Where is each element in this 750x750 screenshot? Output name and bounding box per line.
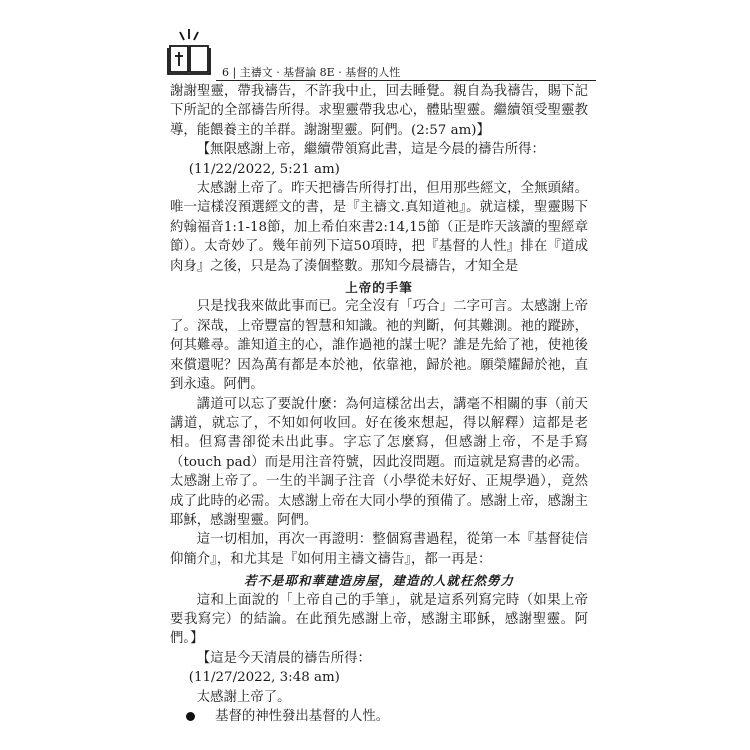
paragraph-7: 這和上面說的「上帝自己的手筆」，就是這系列寫完時（如果上帝要我寫完）的結論。在此預先感謝上帝，感謝主耶穌，感謝聖靈。阿們。】 [170, 592, 588, 647]
prayer-date-1: (11/22/2022, 5:21 am) [188, 161, 340, 177]
section-heading-2: 若不是耶和華建造房屋，建造的人就枉然勞力 [243, 573, 514, 589]
paragraph-5: 講道可以忘了要說什麼：為何這樣岔出去，講毫不相關的事（前天講道，就忘了，不知如何收回。好在後來想起，得以解釋）這都是老相。但寫書卻從未出此事。字忘了怎麼寫，但感謝上帝，不是手寫（touch pad）而是用注音符號，因此沒問題。而這就是寫書的必需。太感謝上帝了。一生的半調子注音（小學從未好好、正規學過），竟然成了此時的必需。太感謝上帝在大同小學的預備了。感謝上帝，感謝主耶穌，感謝聖靈。阿們。 [170, 396, 588, 528]
prayer-date-2: (11/27/2022, 3:48 am) [188, 670, 340, 686]
bullet-dot-icon [186, 712, 195, 721]
bullet-item [170, 707, 588, 726]
paragraph-6: 這一切相加，再次一再證明：整個寫書過程，從第一本『基督徒信仰簡介』，和尤其是『如何用主禱文禱告』，都一再是： [170, 532, 588, 567]
header-divider [216, 80, 596, 81]
paragraph-1: 謝謝聖靈，帶我禱告，不許我中止，回去睡覺。親自為我禱告，賜下記下所記的全部禱告所得。求聖靈帶我忠心，體貼聖靈。繼續領受聖靈教導，能餵養主的羊群。謝謝聖靈。阿們。(2:57 am)】 [170, 84, 588, 138]
page-header [160, 22, 590, 78]
paragraph-2: 【無限感謝上帝，繼續帶領寫此書，這是今晨的禱告所得： [196, 142, 545, 158]
page-body [170, 82, 588, 726]
paragraph-8: 【這是今天清晨的禱告所得： [196, 650, 371, 666]
paragraph-9: 太感謝上帝了。 [196, 689, 291, 705]
paragraph-3: 太感謝上帝了。昨天把禱告所得打出，但用那些經文，全無頭緒。唯一這樣沒預選經文的書，是『主禱文.真知道祂』。就這樣，聖靈賜下約翰福音1:1-18節，加上希伯來書2:14,15節（正是昨天該讀的聖經章節）。太奇妙了。幾年前列下這50項時，把『基督的人性』排在『道成肉身』之後，只是為了湊個整數。那知今晨禱告，才知全是 [170, 181, 588, 274]
section-heading-1: 上帝的手筆 [345, 280, 413, 296]
bible-book-icon [166, 26, 212, 76]
paragraph-4: 只是找我來做此事而已。完全沒有「巧合」二字可言。太感謝上帝了。深哉，上帝豐富的智慧和知識。祂的判斷，何其難測。祂的蹤跡，何其難尋。誰知道主的心，誰作過祂的謀士呢？誰是先給了祂，使祂後來償還呢？因為萬有都是本於祂，依靠祂，歸於祂。願榮耀歸於祂，直到永遠。阿們。 [170, 299, 588, 393]
running-header: 6 | 主禱文 · 基督論 8E · 基督的人性 [222, 66, 401, 79]
bullet-text: 基督的神性發出基督的人性。 [215, 709, 390, 724]
